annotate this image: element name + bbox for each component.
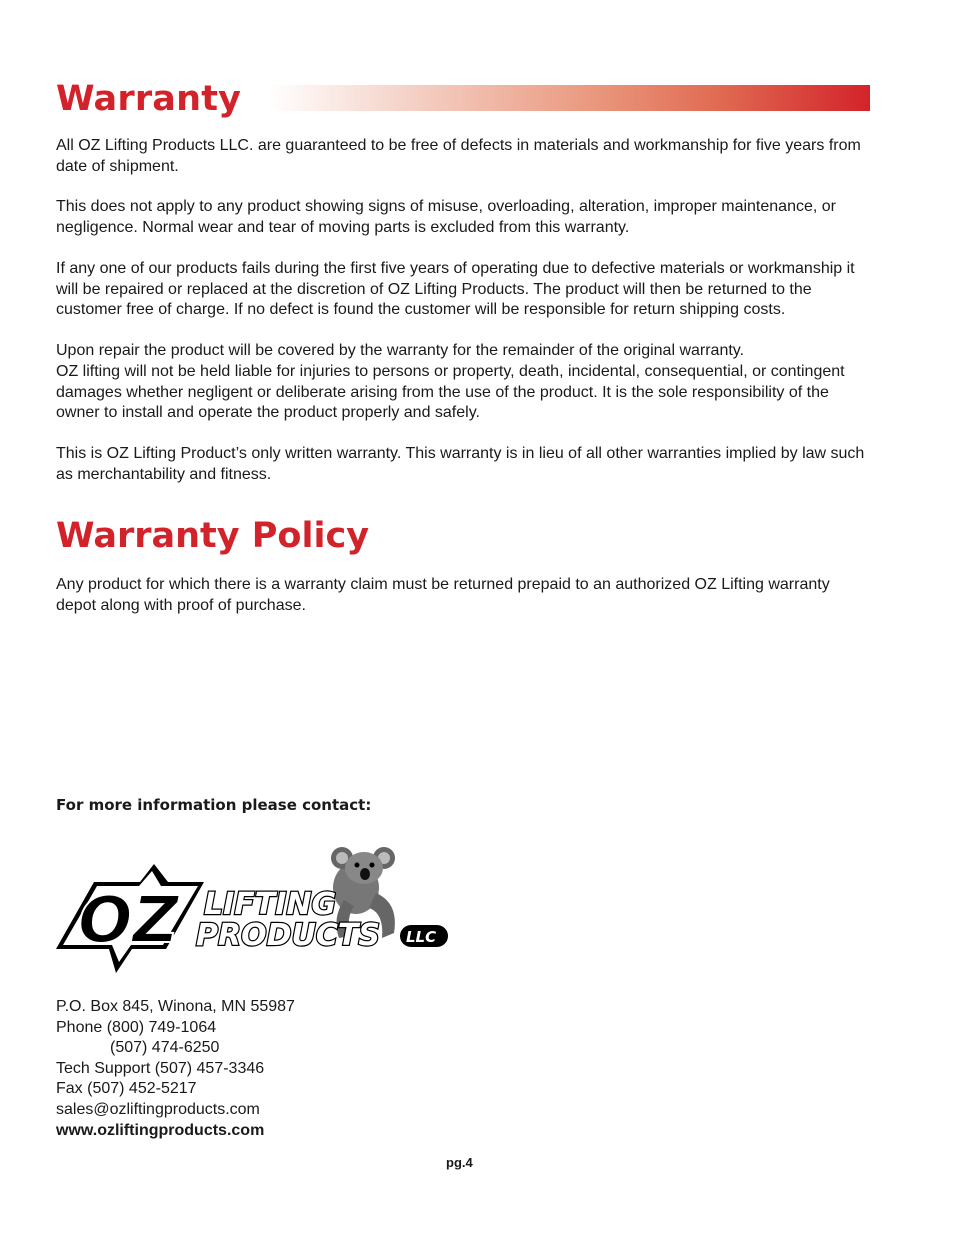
oz-lifting-logo [54,838,454,978]
warranty-policy-paragraph: Any product for which there is a warranty claim must be returned prepaid to an authorized OZ Lifting warranty depot along with proof of purchase. [56,576,830,614]
tech-support-phone: Tech Support (507) 457-3346 [56,1059,265,1077]
website-link[interactable]: www.ozliftingproducts.com [56,1121,265,1139]
phone-primary: Phone (800) 749-1064 [56,1018,217,1036]
logo-products-text: PRODUCTS [196,918,380,953]
heading-gradient-bar [268,85,870,111]
contact-details [56,997,295,1141]
svg-text:OZ: OZ [78,884,179,958]
fax-number: Fax (507) 452-5217 [56,1080,197,1098]
logo-llc-text: LLC [406,928,437,946]
page-number: pg.4 [446,1155,473,1170]
warranty-paragraph-4: Upon repair the product will be covered by the warranty for the remainder of the original warranty. [56,342,745,359]
logo-lifting-text: LIFTING [204,887,337,922]
warranty-paragraph-1: All OZ Lifting Products LLC. are guaranteed to be free of defects in materials and workmanship for five years from date of shipment. [56,137,861,175]
warranty-paragraph-2: This does not apply to any product showing signs of misuse, overloading, alteration, improper maintenance, or negligence. Normal wear and tear of moving parts is excluded from this warranty. [56,198,836,236]
oz-emblem [56,864,204,973]
mailing-address: P.O. Box 845, Winona, MN 55987 [56,998,295,1015]
warranty-header [56,76,870,122]
warranty-paragraph-3: If any one of our products fails during the first five years of operating due to defective materials or workmanship it will be repaired or replaced at the discretion of OZ Lifting Products. The product will then be returned to the customer free of charge. If no defect is found the customer will be responsible for return shipping costs. [56,260,855,319]
warranty-title: Warranty [56,79,242,119]
warranty-policy-title: Warranty Policy [56,516,370,556]
phone-secondary: (507) 474-6250 [110,1039,220,1057]
warranty-paragraph-5: OZ lifting will not be held liable for injuries to persons or property, death, incidental, consequential, or contingent damages whether negligent or deliberate arising from the use of the product. It is the sole responsibility of the owner to install and operate the product properly and safely. [56,363,845,422]
email-address[interactable]: sales@ozliftingproducts.com [56,1100,260,1118]
contact-heading: For more information please contact: [56,796,372,814]
warranty-paragraph-6: This is OZ Lifting Product’s only written warranty. This warranty is in lieu of all other warranties implied by law such as merchantability and fitness. [56,445,865,483]
